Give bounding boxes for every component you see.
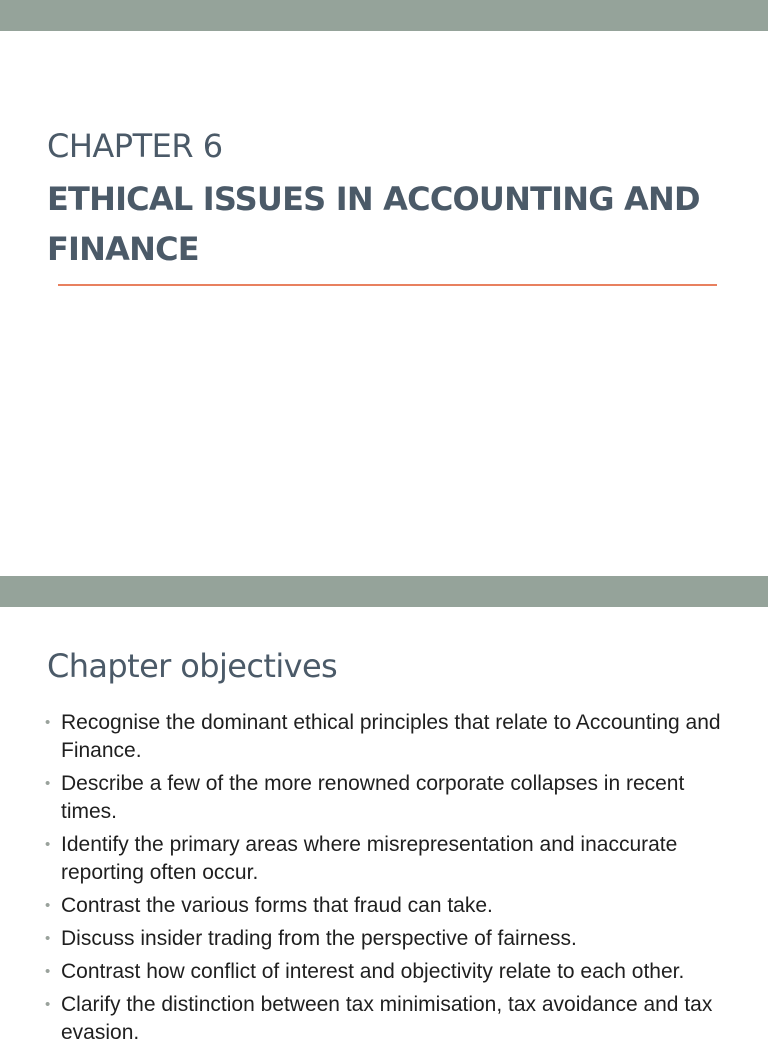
list-item bbox=[45, 958, 725, 986]
bullet-icon: • bbox=[45, 714, 51, 731]
objective-text: Contrast how conflict of interest and objectivity relate to each other. bbox=[61, 960, 685, 983]
bullet-icon: • bbox=[45, 775, 51, 792]
objective-text: Recognise the dominant ethical principles that relate to Accounting and Finance. bbox=[61, 711, 721, 762]
list-item bbox=[45, 991, 725, 1047]
objectives-heading: Chapter objectives bbox=[47, 647, 338, 685]
objective-text: Clarify the distinction between tax minimisation, tax avoidance and tax evasion. bbox=[61, 993, 713, 1044]
list-item bbox=[45, 709, 725, 765]
chapter-title: ETHICAL ISSUES IN ACCOUNTING AND FINANCE bbox=[47, 180, 700, 268]
objective-text: Describe a few of the more renowned corporate collapses in recent times. bbox=[61, 772, 685, 823]
objective-text: Contrast the various forms that fraud can take. bbox=[61, 894, 493, 917]
bullet-icon: • bbox=[45, 996, 51, 1013]
slide-top-bar bbox=[0, 0, 768, 31]
list-item bbox=[45, 892, 725, 920]
bullet-icon: • bbox=[45, 930, 51, 947]
objective-text: Discuss insider trading from the perspective of fairness. bbox=[61, 927, 577, 950]
objective-text: Identify the primary areas where misrepresentation and inaccurate reporting often occur. bbox=[61, 833, 678, 884]
list-item bbox=[45, 770, 725, 826]
chapter-label: CHAPTER 6 bbox=[47, 127, 223, 165]
slide-top-bar bbox=[0, 576, 768, 607]
objectives-list bbox=[45, 709, 725, 1052]
list-item bbox=[45, 831, 725, 887]
bullet-icon: • bbox=[45, 963, 51, 980]
list-item bbox=[45, 925, 725, 953]
bullet-icon: • bbox=[45, 836, 51, 853]
bullet-icon: • bbox=[45, 897, 51, 914]
title-underline-rule bbox=[58, 284, 717, 286]
